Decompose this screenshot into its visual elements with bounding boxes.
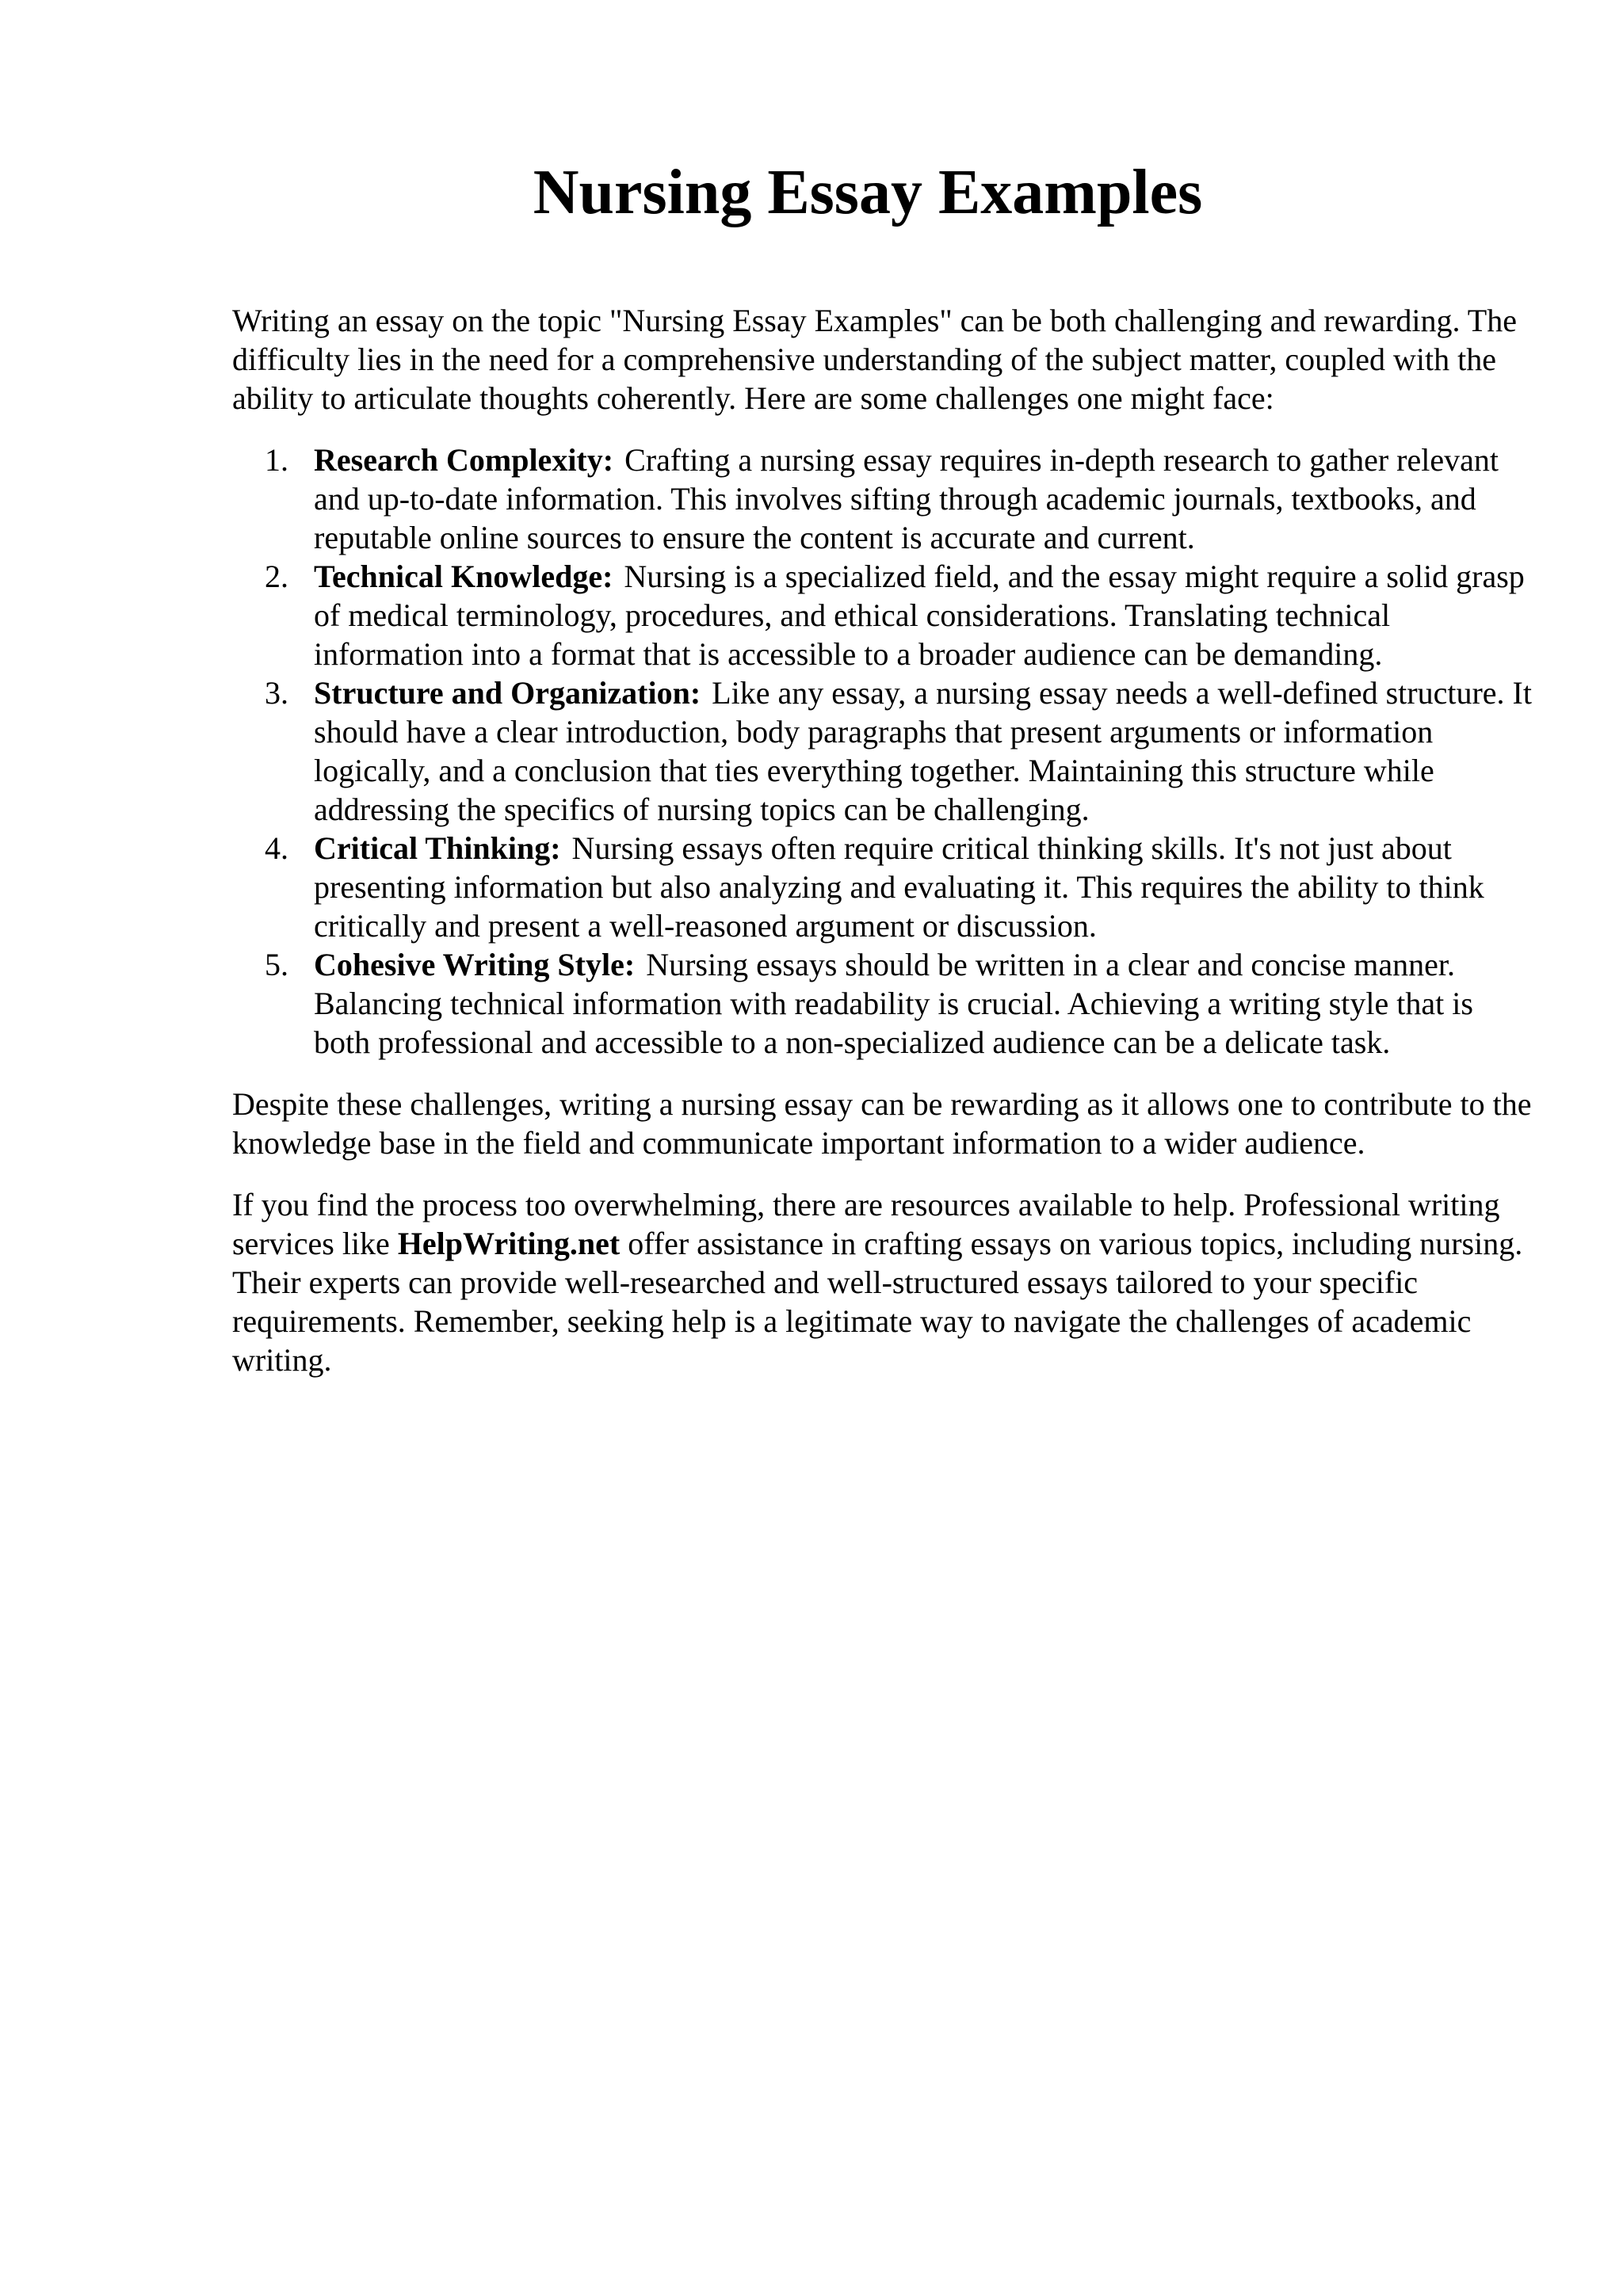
list-item-number: 5.	[265, 947, 288, 982]
help-paragraph	[232, 1185, 1532, 1379]
list-item-number: 4.	[265, 830, 288, 866]
intro-paragraph: Writing an essay on the topic "Nursing Essay Examples" can be both challenging and rewarding. The difficulty lies in the need for a comprehensive understanding of the subject matter, coupled with the ability to articulate thoughts coherently. Here are some challenges one might face:	[232, 303, 1517, 416]
page-title: Nursing Essay Examples	[533, 158, 1203, 227]
list-item-heading: Research Complexity:	[314, 442, 614, 478]
list-item-text: Nursing essays often require critical thinking skills. It's not just about presenting information but also analyzing and evaluating it. This requires the ability to think critically and present a well-reasoned argument or discussion.	[314, 830, 1484, 944]
list-item-text: Nursing is a specialized field, and the essay might require a solid grasp of medical terminology, procedures, and ethical considerations. Translating technical information into a format that is accessible to a broader audience can be demanding.	[314, 559, 1525, 672]
list-item	[265, 945, 1532, 1062]
list-item-heading: Technical Knowledge:	[314, 559, 613, 594]
list-item-heading: Structure and Organization:	[314, 675, 701, 711]
challenges-list	[232, 441, 1532, 1062]
list-item-heading: Critical Thinking:	[314, 830, 561, 866]
help-text-before: If you find the process too overwhelming, there are resources available to help. Professional writing services like	[232, 1187, 1500, 1261]
list-item	[265, 557, 1532, 673]
list-item-number: 1.	[265, 442, 288, 478]
help-text-after: offer assistance in crafting essays on various topics, including nursing. Their experts can provide well-researched and well-structured essays tailored to your specific requirements. Remember, seeking help is a legitimate way to navigate the challenges of academic writing.	[232, 1226, 1523, 1378]
list-item-text: Nursing essays should be written in a clear and concise manner. Balancing technical information with readability is crucial. Achieving a writing style that is both professional and accessible to a non-specialized audience can be a delicate task.	[314, 947, 1473, 1060]
list-item-text: Crafting a nursing essay requires in-depth research to gather relevant and up-to-date information. This involves sifting through academic journals, textbooks, and reputable online sources to ensure the content is accurate and current.	[314, 442, 1499, 555]
brand-name: HelpWriting.net	[397, 1226, 621, 1261]
despite-paragraph: Despite these challenges, writing a nursing essay can be rewarding as it allows one to contribute to the knowledge base in the field and communicate important information to a wider audience.	[232, 1086, 1532, 1161]
list-item-heading: Cohesive Writing Style:	[314, 947, 636, 982]
list-item	[265, 441, 1532, 557]
list-item-text: Like any essay, a nursing essay needs a well-defined structure. It should have a clear introduction, body paragraphs that present arguments or information logically, and a conclusion that ties everything together. Maintaining this structure while addressing the specifics of nursing topics can be challenging.	[314, 675, 1532, 827]
list-item	[265, 829, 1532, 945]
document-body	[232, 301, 1532, 1402]
list-item-number: 2.	[265, 559, 288, 594]
list-item	[265, 673, 1532, 829]
list-item-number: 3.	[265, 675, 288, 711]
